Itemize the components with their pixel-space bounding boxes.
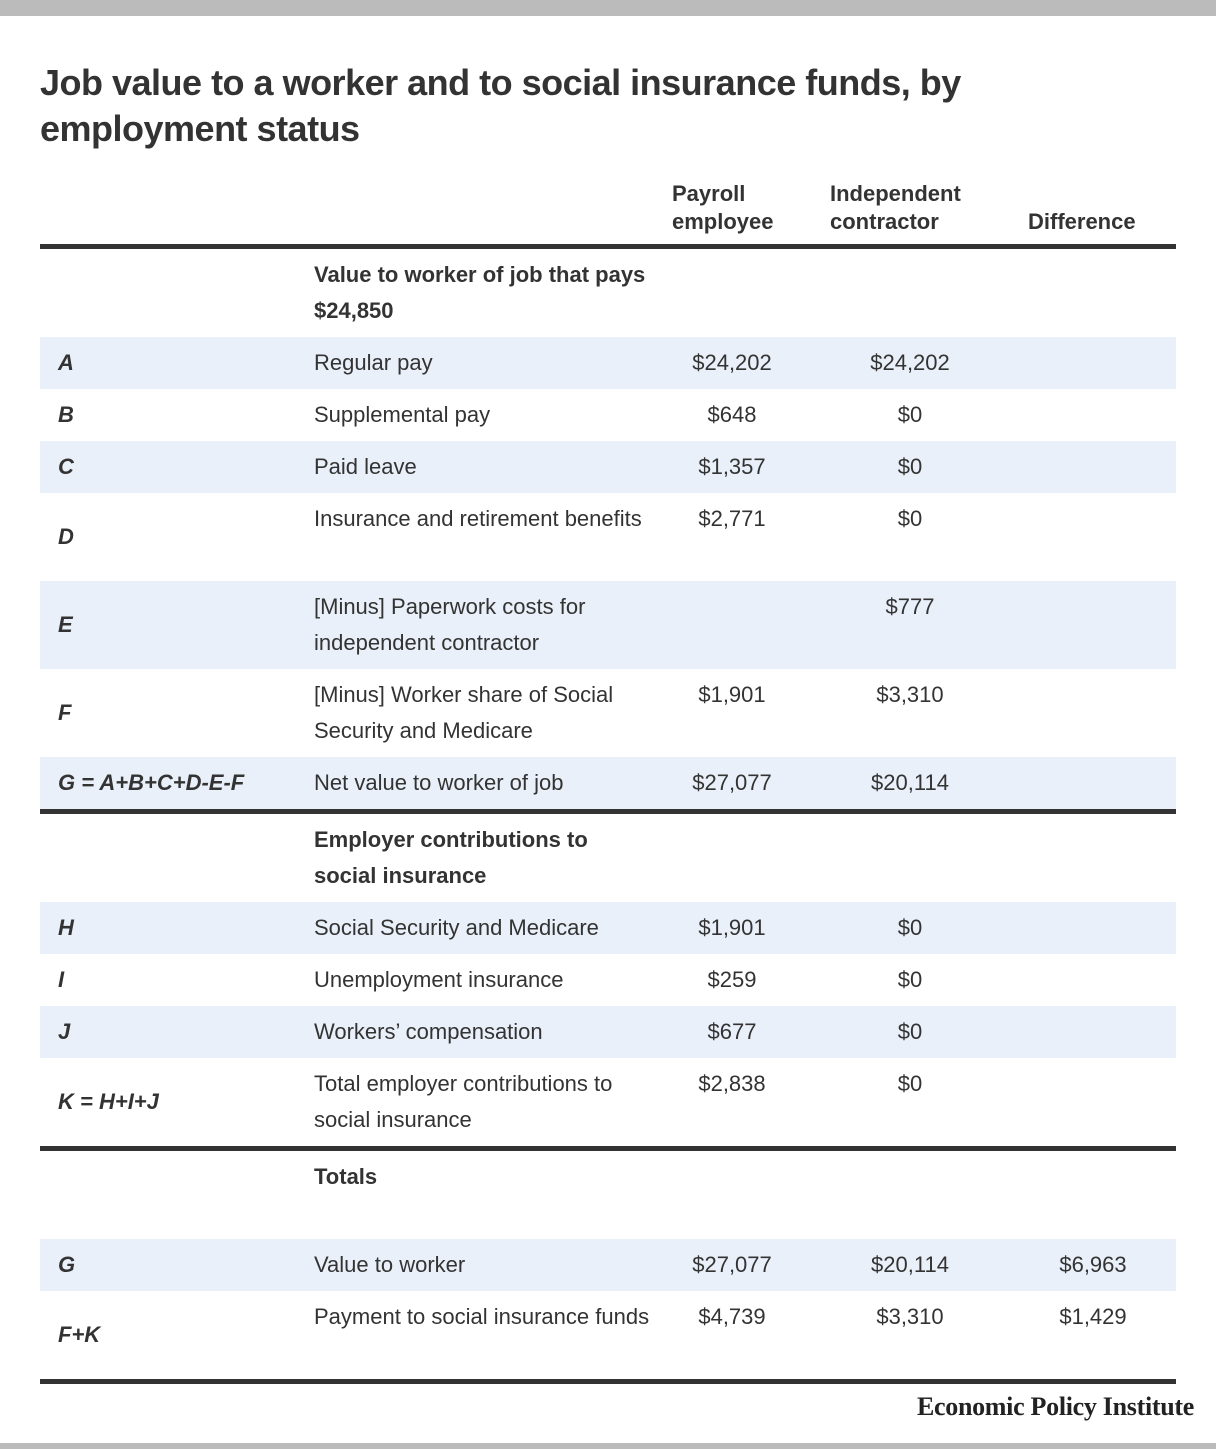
row-key: D bbox=[58, 524, 74, 549]
payroll-value: $648 bbox=[707, 402, 757, 427]
contractor-value: $777 bbox=[885, 594, 935, 619]
table-row bbox=[40, 389, 1176, 441]
row-label: Supplemental pay bbox=[314, 402, 491, 427]
section-heading: Value to worker of job that pays $24,850 bbox=[314, 262, 646, 323]
payroll-value: $1,901 bbox=[698, 682, 766, 707]
difference-value bbox=[1033, 757, 1153, 765]
row-label: [Minus] Paperwork costs for independent contractor bbox=[314, 594, 586, 655]
column-header-contractor bbox=[830, 180, 961, 236]
payroll-value: $24,202 bbox=[692, 350, 772, 375]
table-row bbox=[40, 1291, 1176, 1379]
section-heading: Employer contributions to social insurance bbox=[314, 827, 588, 888]
column-header-contractor-line1: Independent bbox=[830, 181, 961, 206]
section-heading-row bbox=[40, 1151, 1176, 1239]
data-table bbox=[40, 244, 1176, 1384]
column-header-payroll bbox=[672, 180, 774, 236]
table-row bbox=[40, 493, 1176, 581]
column-header-difference: Difference bbox=[1028, 209, 1136, 234]
difference-value bbox=[1033, 669, 1153, 677]
row-key: K = H+I+J bbox=[58, 1089, 159, 1114]
contractor-value: $3,310 bbox=[876, 682, 944, 707]
difference-value bbox=[1033, 441, 1153, 449]
row-label: Paid leave bbox=[314, 454, 417, 479]
payroll-value: $259 bbox=[707, 967, 757, 992]
contractor-value: $24,202 bbox=[870, 350, 950, 375]
contractor-value: $0 bbox=[897, 402, 923, 427]
table-row bbox=[40, 441, 1176, 493]
section-heading: Totals bbox=[314, 1164, 378, 1189]
table-row bbox=[40, 1006, 1176, 1058]
contractor-value: $3,310 bbox=[876, 1304, 944, 1329]
payroll-value: $4,739 bbox=[698, 1304, 766, 1329]
column-header-payroll-line1: Payroll bbox=[672, 181, 746, 206]
difference-value bbox=[1033, 902, 1153, 910]
row-label: Workers’ compensation bbox=[314, 1019, 543, 1044]
row-label: Net value to worker of job bbox=[314, 770, 564, 795]
row-key: F+K bbox=[58, 1322, 101, 1347]
row-key: G = A+B+C+D-E-F bbox=[58, 770, 245, 795]
table-row bbox=[40, 757, 1176, 809]
payroll-value: $1,357 bbox=[698, 454, 766, 479]
column-header-payroll-line2: employee bbox=[672, 209, 774, 234]
contractor-value: $20,114 bbox=[871, 1252, 949, 1277]
difference-value bbox=[1033, 1058, 1153, 1066]
section-heading-row bbox=[40, 814, 1176, 902]
row-key: G bbox=[58, 1252, 76, 1277]
row-label: Social Security and Medicare bbox=[314, 915, 599, 940]
top-bar bbox=[0, 0, 1216, 16]
row-key: C bbox=[58, 454, 74, 479]
difference-value bbox=[1033, 337, 1153, 345]
page-title: Job value to a worker and to social insurance funds, by employment status bbox=[40, 62, 961, 149]
row-key: E bbox=[58, 612, 73, 637]
table-header bbox=[40, 178, 1176, 236]
contractor-value: $0 bbox=[897, 967, 923, 992]
contractor-value: $0 bbox=[897, 454, 923, 479]
table-row bbox=[40, 337, 1176, 389]
difference-value bbox=[1033, 389, 1153, 397]
row-key: I bbox=[58, 967, 65, 992]
row-key: J bbox=[58, 1019, 71, 1044]
row-label: Total employer contributions to social insurance bbox=[314, 1071, 613, 1132]
row-label: Payment to social insurance funds bbox=[314, 1304, 650, 1329]
contractor-value: $0 bbox=[897, 506, 923, 531]
table-row bbox=[40, 954, 1176, 1006]
difference-value bbox=[1033, 581, 1153, 589]
contractor-value: $0 bbox=[897, 1071, 923, 1096]
payroll-value: $27,077 bbox=[692, 1252, 772, 1277]
row-key: A bbox=[58, 350, 74, 375]
bottom-bar bbox=[0, 1443, 1216, 1449]
table-row bbox=[40, 581, 1176, 669]
row-key: B bbox=[58, 402, 74, 427]
row-key: H bbox=[58, 915, 74, 940]
difference-value: $1,429 bbox=[1059, 1304, 1127, 1329]
contractor-value: $0 bbox=[897, 1019, 923, 1044]
row-label: Insurance and retirement benefits bbox=[314, 506, 642, 531]
table-row bbox=[40, 669, 1176, 757]
table-row bbox=[40, 1239, 1176, 1291]
payroll-value: $1,901 bbox=[698, 915, 766, 940]
payroll-value: $27,077 bbox=[692, 770, 772, 795]
difference-value: $6,963 bbox=[1059, 1252, 1127, 1277]
contractor-value: $20,114 bbox=[871, 770, 949, 795]
difference-value bbox=[1033, 1006, 1153, 1014]
payroll-value: $2,771 bbox=[698, 506, 766, 531]
payroll-value: $2,838 bbox=[698, 1071, 766, 1096]
row-label: [Minus] Worker share of Social Security and Medicare bbox=[314, 682, 614, 743]
difference-value bbox=[1033, 954, 1153, 962]
contractor-value: $0 bbox=[897, 915, 923, 940]
row-label: Value to worker bbox=[314, 1252, 466, 1277]
section-heading-row bbox=[40, 249, 1176, 337]
payroll-value bbox=[672, 581, 792, 589]
table-row bbox=[40, 902, 1176, 954]
table-row bbox=[40, 1058, 1176, 1146]
source-credit: Economic Policy Institute bbox=[916, 1392, 1194, 1421]
payroll-value: $677 bbox=[707, 1019, 757, 1044]
difference-value bbox=[1033, 493, 1153, 501]
row-key: F bbox=[58, 700, 72, 725]
table-rule bbox=[40, 1379, 1176, 1384]
row-label: Unemployment insurance bbox=[314, 967, 564, 992]
row-label: Regular pay bbox=[314, 350, 433, 375]
column-header-contractor-line2: contractor bbox=[830, 209, 939, 234]
